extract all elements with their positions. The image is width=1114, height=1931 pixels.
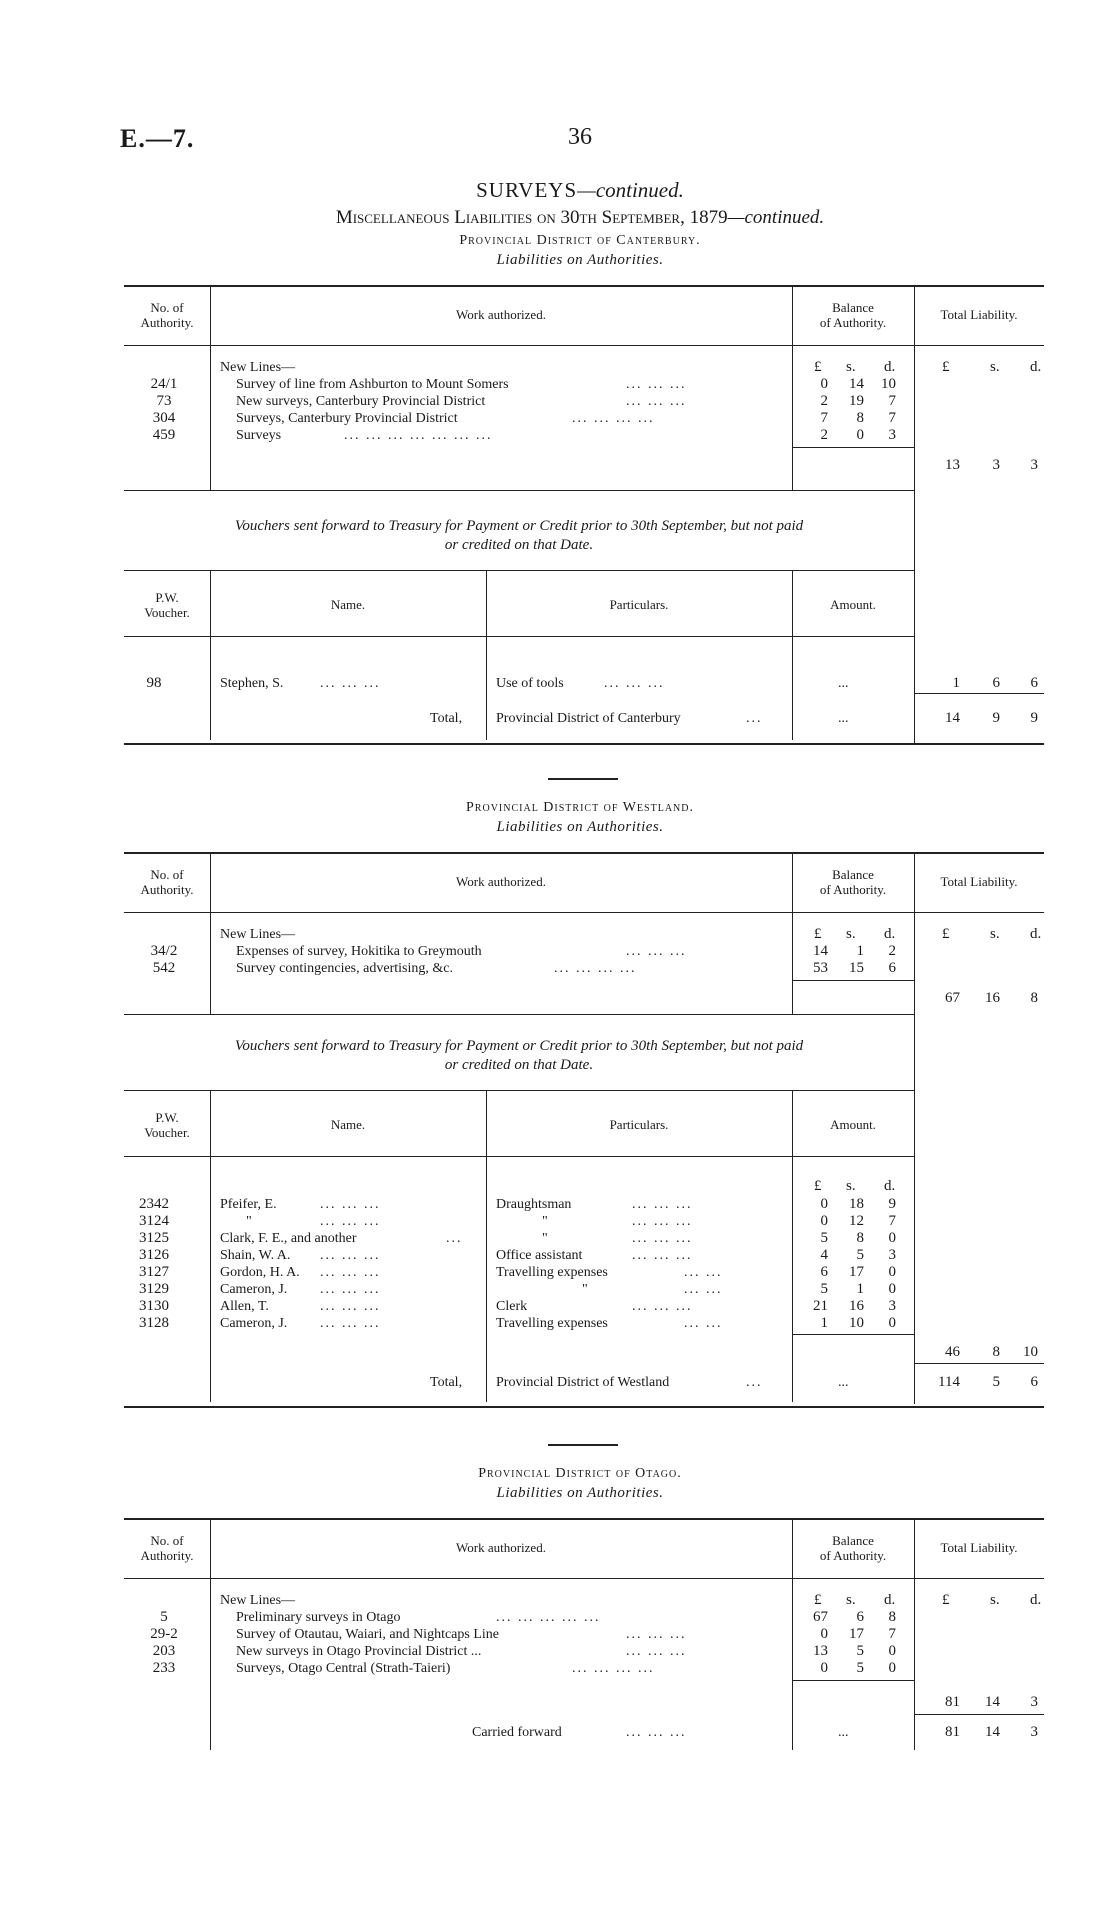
pence-label: d. (1030, 359, 1042, 375)
otago-section: No. of Authority. Work authorized. Balance of Authority. Total Liability. New Lines— £ s. d. £ s. d. 5 Preliminary surveys in Otago ... ... ... ... ... 67 6 8 29-2 Survey of Otautau, Waiari, and Nightcaps Line ... ... ... 0 17 7 203 New surveys in Otago Provincial District ... ... ... ... 13 5 0 233 Surveys, Otago Central (Strath-Taieri) ... ... ... ... 0 5 0 81 14 3 Carried forward ... ... ... ... 81 14 3 (124, 1518, 1044, 1758)
balance-header: Balance of Authority. (819, 867, 887, 897)
shillings-label: s. (846, 1178, 856, 1194)
work-authorized-header: Work authorized. (456, 307, 546, 322)
new-lines-label: New Lines— (220, 1593, 296, 1608)
pence-label: d. (884, 359, 896, 375)
name-header: Name. (330, 597, 366, 612)
pence-label: d. (1030, 1592, 1042, 1608)
balance-header: Balance of Authority. (819, 300, 887, 330)
pence-label: d. (884, 926, 896, 942)
district-heading: Provincial District of Otago. (478, 1466, 682, 1481)
westland-section: No. of Authority. Work authorized. Balance of Authority. Total Liability. New Lines— £ s. d. £ s. d. 34/2 Expenses of survey, Hokitika to Greymouth ... ... ... 14 1 2 542 Survey contingencies, advertising, &c. ... ... ... ... 53 15 6 67 16 8 Vouchers sent forward to Treasury for Payment or Credit prior to 30th September, but not paid or credited on that Date. P.W. Voucher. Name. Particulars. Amount. £ s. d. 2342 Pfeifer, E. ... ... ... Draughtsman ... ... ... 0 18 9 3124 " ... ... ... " ... ... ... 0 12 7 3125 Clark, F. E., and another ... " ... ... ... 5 8 0 3126 Shain, W. A. ... ... ... Office assistant ... ... ... 4 5 3 3127 Gordon, H. A. ... ... ... Travelling expenses ... ... 6 17 0 3129 Cameron, J. ... ... ... " ... ... 5 1 0 3130 Allen, T. ... ... ... Clerk ... ... ... 21 16 3 3128 Cameron, J. ... ... ... Travelling expenses ... ... 1 10 0 46 8 10 Total, Provincial District of Westland ... ... 114 5 6 (124, 852, 1044, 1412)
particulars-header: Particulars. (609, 597, 669, 612)
no-authority-header: No. of Authority. (140, 1533, 194, 1563)
work-authorized-header: Work authorized. (456, 874, 546, 889)
westland-heading (120, 800, 1040, 836)
canterbury-section: No. of Authority. Work authorized. Balance of Authority. Total Liability. New Lines— £ s. d. £ s. d. 24/1 Survey of line from Ashburton to Mount Somers ... ... ... 0 14 10 73 New surveys, Canterbury Provincial District ... ... ... 2 19 7 304 Surveys, Canterbury Provincial District ... ... ... ... 7 8 7 459 Surveys ... ... ... ... ... ... ... 2 0 3 13 3 3 Vouchers sent forward to Treasury for Payment or Credit prior to 30th September, but not paid or credited on that Date. P.W. Voucher. Name. Particulars. Amount. 98 Stephen, S. ... ... ... Use of tools ... ... ... ... 1 6 6 Total, Provincial District of Canterbury ... ... 14 9 9 (124, 285, 1044, 745)
pounds-label: £ (814, 1178, 822, 1194)
total-liability-header: Total Liability. (940, 874, 1018, 889)
shillings-label: s. (846, 359, 856, 375)
shillings-label: s. (846, 1592, 856, 1608)
shillings-label: s. (990, 1592, 1000, 1608)
pounds-label: £ (814, 359, 822, 375)
new-lines-label: New Lines— (220, 360, 296, 375)
liabilities-subheading: Liabilities on Authorities. (496, 252, 664, 268)
page-header (120, 124, 1040, 164)
page-number: 36 (568, 124, 592, 150)
section-subtitle: Miscellaneous Liabilities on 30th September, 1879—continued. (335, 207, 825, 228)
new-lines-label: New Lines— (220, 927, 296, 942)
pw-voucher-header: P.W. Voucher. (144, 1110, 190, 1140)
section-divider (548, 778, 618, 780)
section-divider (548, 1444, 618, 1446)
amount-header: Amount. (830, 597, 876, 612)
total-liability-header: Total Liability. (940, 1540, 1018, 1555)
pounds-label: £ (942, 1592, 950, 1608)
section-title: SURVEYS—continued. (476, 178, 684, 202)
total-liability-header: Total Liability. (940, 307, 1018, 322)
shillings-label: s. (990, 926, 1000, 942)
shillings-label: s. (846, 926, 856, 942)
voucher-note: Vouchers sent forward to Treasury for Payment or Credit prior to 30th September, but not paid or credited on that Date. (234, 1038, 804, 1073)
amount-header: Amount. (830, 1117, 876, 1132)
no-authority-header: No. of Authority. (140, 300, 194, 330)
district-heading: Provincial District of Westland. (466, 800, 694, 815)
liabilities-subheading: Liabilities on Authorities. (496, 1485, 664, 1501)
pence-label: d. (884, 1178, 896, 1194)
name-header: Name. (330, 1117, 366, 1132)
no-authority-header: No. of Authority. (140, 867, 194, 897)
shillings-label: s. (990, 359, 1000, 375)
pounds-label: £ (814, 926, 822, 942)
page-reference: E.—7. (120, 124, 195, 153)
main-heading (120, 178, 1040, 269)
pw-voucher-header: P.W. Voucher. (144, 590, 190, 620)
work-authorized-header: Work authorized. (456, 1540, 546, 1555)
voucher-note: Vouchers sent forward to Treasury for Payment or Credit prior to 30th September, but not paid or credited on that Date. (234, 518, 804, 553)
liabilities-subheading: Liabilities on Authorities. (496, 819, 664, 835)
pence-label: d. (1030, 926, 1042, 942)
balance-header: Balance of Authority. (819, 1533, 887, 1563)
pounds-label: £ (814, 1592, 822, 1608)
otago-heading (120, 1466, 1040, 1502)
district-heading: Provincial District of Canterbury. (459, 233, 701, 248)
pence-label: d. (884, 1592, 896, 1608)
pounds-label: £ (942, 926, 950, 942)
pounds-label: £ (942, 359, 950, 375)
particulars-header: Particulars. (609, 1117, 669, 1132)
